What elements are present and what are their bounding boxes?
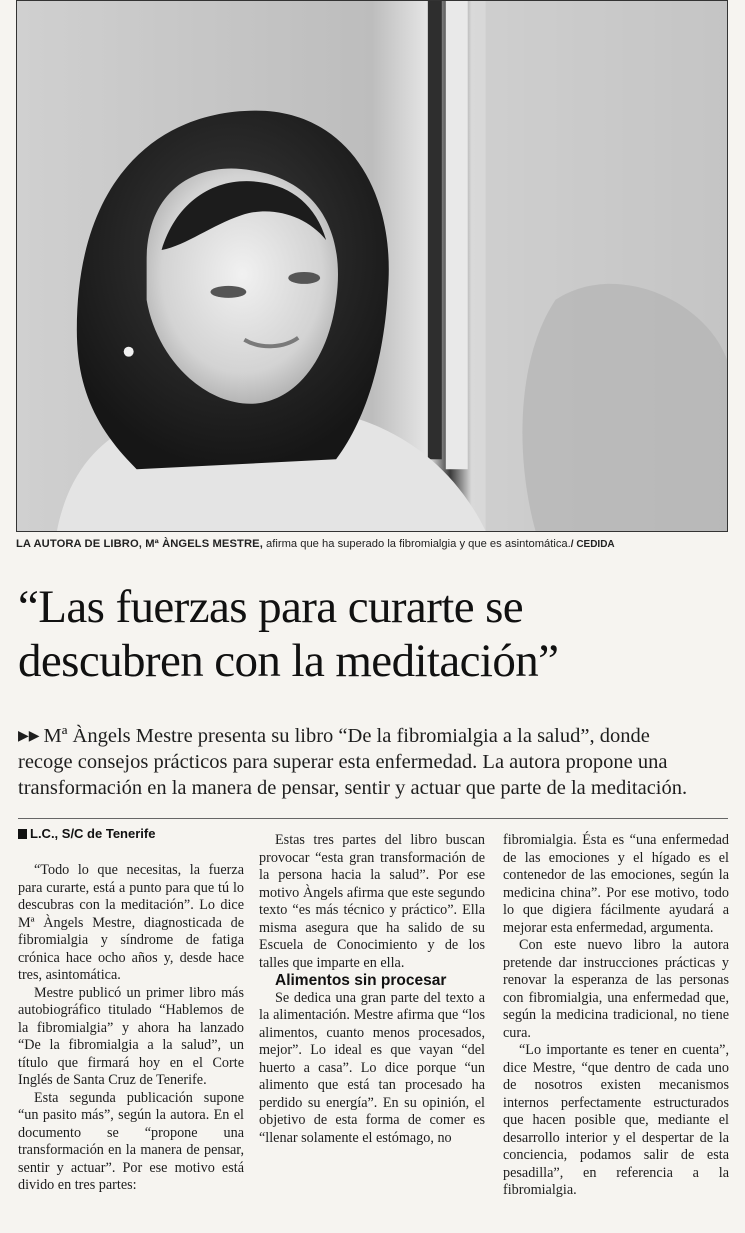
deck-line-3: transformación en la manera de pensar, sentir y actuar que parte de la meditación.	[18, 777, 688, 799]
article-deck	[18, 723, 730, 801]
headline-line-2: descubren con la meditación”	[18, 635, 559, 687]
paragraph: Mestre publicó un primer libro más autobiográfico titulado “Hablemos de la fibromialgia” y ahora ha lanzado “De la fibromialgia a la salud”, un título que firmará hoy en el Corte Inglés de Santa Cruz de Tenerife.	[18, 984, 244, 1088]
paragraph: Esta segunda publicación supone “un pasito más”, según la autora. En el documento se “propone una transformación en la manera de pensar, sentir y actuar”. Por ese motivo está divido en tres partes:	[18, 1089, 244, 1193]
column-2	[259, 832, 485, 1147]
section-subhead: Alimentos sin procesar	[275, 972, 447, 989]
photo-caption	[16, 537, 728, 552]
paragraph: Con este nuevo libro la autora pretende dar instrucciones prácticas y renovar la esperanza de las personas con fibromialgia, una enfermedad que, según la medicina tradicional, no tiene cura.	[503, 937, 729, 1041]
headline-line-1: “Las fuerzas para curarte se	[18, 581, 524, 633]
author-photo	[16, 0, 728, 532]
divider	[18, 818, 728, 819]
column-1	[18, 862, 244, 1195]
caption-text: afirma que ha superado la fibromialgia y que es asintomática.	[262, 538, 571, 550]
author-portrait-image	[17, 1, 727, 531]
photo-credit: / CEDIDA	[570, 539, 615, 550]
caption-bold: LA AUTORA DE LIBRO, Mª ÀNGELS MESTRE,	[16, 538, 263, 550]
square-bullet-icon	[18, 829, 27, 839]
paragraph: Estas tres partes del libro buscan provocar “esta gran transformación de la persona hacia la salud”. Por ese motivo Àngels afirma que este segundo texto “es más técnico y práctico”. Ella misma asegura que ha salido de su Escuela de Conocimiento y de los talles que imparte en ella.	[259, 832, 485, 971]
deck-line-1: Mª Àngels Mestre presenta su libro “De la fibromialgia a la salud”, donde	[43, 725, 650, 747]
paragraph: “Lo importante es tener en cuenta”, dice Mestre, “que dentro de cada uno de nosotros existen mecanismos internos perfectamente estructurados que hacen posible que, mediante el desarrollo interior y el despertar de la conciencia, podamos salir de esta pesadilla”, en referencia a la fibromialgia.	[503, 1042, 729, 1198]
byline-text: L.C., S/C de Tenerife	[30, 826, 156, 841]
article-headline	[18, 580, 728, 688]
paragraph: fibromialgia. Ésta es “una enfermedad de las emociones y el hígado es el contenedor de las emociones, según la medicina china”. Por ese motivo, todo lo que digiera fácilmente ayudará a mejorar esta enfermedad, argumenta.	[503, 832, 729, 936]
deck-line-2: recoge consejos prácticos para superar esta enfermedad. La autora propone una	[18, 751, 668, 773]
double-arrow-icon: ▶▶	[18, 728, 40, 744]
paragraph: “Todo lo que necesitas, la fuerza para curarte, está a punto para que tú lo descubras con la meditación”. Lo dice Mª Àngels Mestre, diagnosticada de fibromialgia y síndrome de fatiga crónica hace ocho años y, desde hace tres, asintomática.	[18, 862, 244, 983]
column-3	[503, 832, 729, 1200]
byline	[18, 826, 155, 841]
paragraph: Se dedica una gran parte del texto a la alimentación. Mestre afirma que “los alimentos, cuanto menos procesados, mejor”. Lo ideal es que vayan “del huerto a casa”. Lo dice porque “un alimento que está tan procesado ha perdido su energía”. En su opinión, el objetivo de esta forma de comer es “llenar solamente el estómago, no	[259, 989, 485, 1146]
